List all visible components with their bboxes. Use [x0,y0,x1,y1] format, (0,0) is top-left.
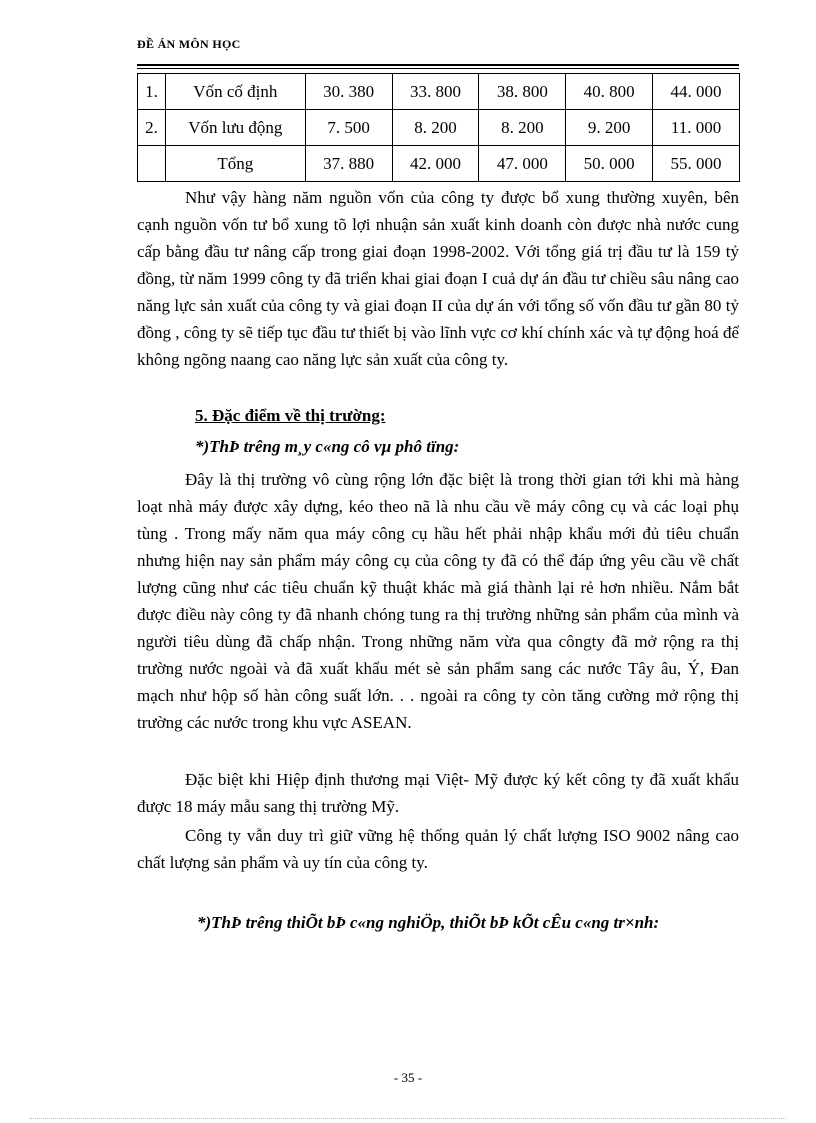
header-rule-thin [137,68,739,69]
section-heading-market: 5. Đặc điểm về thị trường: [195,406,386,425]
row-label: Tổng [165,146,305,182]
table-cell: 37. 880 [305,146,392,182]
page-bottom-dotted-line [30,1118,786,1119]
table-row [138,74,740,110]
table-cell: 11. 000 [653,110,740,146]
header-rule-thick [137,64,739,66]
paragraph-investment [137,184,739,373]
table-cell: 8. 200 [479,110,566,146]
table-cell: 9. 200 [566,110,653,146]
table-cell: 33. 800 [392,74,479,110]
table-cell: 42. 000 [392,146,479,182]
row-number: 2. [138,110,166,146]
row-label: Vốn lưu động [165,110,305,146]
paragraph-market [137,466,739,736]
table-row [138,110,740,146]
paragraph-text: Công ty vẫn duy trì giữ vững hệ thống quản lý chất lượng ISO 9002 nâng cao chất lượng sản phẩm và uy tín của công ty. [137,826,739,872]
subheading-industrial-equipment: *)ThÞ trêng thiÕt bÞ c«ng nghiÖp, thiÕt bÞ kÕt cÊu c«ng tr×nh: [197,913,660,932]
page-header: ĐỀ ÁN MÔN HỌC [137,37,241,51]
table-cell: 47. 000 [479,146,566,182]
table-cell: 38. 800 [479,74,566,110]
table-cell: 7. 500 [305,110,392,146]
row-label: Vốn cố định [165,74,305,110]
table-cell: 8. 200 [392,110,479,146]
row-number [138,146,166,182]
paragraph-text: Đặc biệt khi Hiệp định thương mại Việt- Mỹ được ký kết công ty đã xuất khẩu được 18 máy mẫu sang thị trường Mỹ. [137,770,739,816]
capital-table [137,73,740,182]
row-number: 1. [138,74,166,110]
table-cell: 40. 800 [566,74,653,110]
table-row [138,146,740,182]
table-cell: 55. 000 [653,146,740,182]
paragraph-text: Như vậy hàng năm nguồn vốn của công ty được bổ xung thường xuyên, bên cạnh nguồn vốn tư bổ xung tõ lợi nhuận sản xuất kinh doanh còn được nhà nước cung cấp bằng đầu tư nâng cấp trong giai đoạn 1998-2002. Với tổng giá trị đầu tư là 159 tỷ đồng, từ năm 1999 công ty đã triển khai giai đoạn I cuả dự án đầu tư chiều sâu nâng cao năng lực sản xuất của công ty và giai đoạn II của dự án với tổng số vốn đầu tư gần 80 tỷ đồng , công ty sẽ tiếp tục đầu tư thiết bị vào lĩnh vực cơ khí chính xác và tự động hoá để không ngõng naang cao năng lực sản xuất của công ty. [137,188,739,369]
paragraph-usa [137,766,739,820]
paragraph-iso [137,822,739,876]
subheading-machine-tools: *)ThÞ trêng m¸y c«ng cô vµ phô tïng: [195,437,460,456]
table-cell: 44. 000 [653,74,740,110]
paragraph-text: Đây là thị trường vô cùng rộng lớn đặc biệt là trong thời gian tới khi mà hàng loạt nhà máy được xây dựng, kéo theo nã là nhu cầu về máy công cụ và các loại phụ tùng . Trong mấy năm qua máy công cụ hầu hết phải nhập khẩu mới đủ tiêu chuẩn nhưng hiện nay sản phẩm máy công cụ của công ty đã có thể đáp ứng yêu cầu về chất lượng cũng như các tiêu chuẩn kỹ thuật khác mà giá thành lại rẻ hơn nhiều. Nắm bắt được điều này công ty đã nhanh chóng tung ra thị trường những sản phẩm của mình và người tiêu dùng đã chấp nhận. Trong những năm vừa qua côngty đã mở rộng ra thị trường nước ngoài và đã xuất khẩu mét sè sản phẩm sang các nước Tây âu, Ý, Đan mạch như hộp số hàn công suất lớn. . . ngoài ra công ty còn tăng cường mở rộng thị trường các nước trong khu vực ASEAN. [137,470,739,732]
table-cell: 50. 000 [566,146,653,182]
table-cell: 30. 380 [305,74,392,110]
page-number: - 35 - [393,1070,423,1085]
